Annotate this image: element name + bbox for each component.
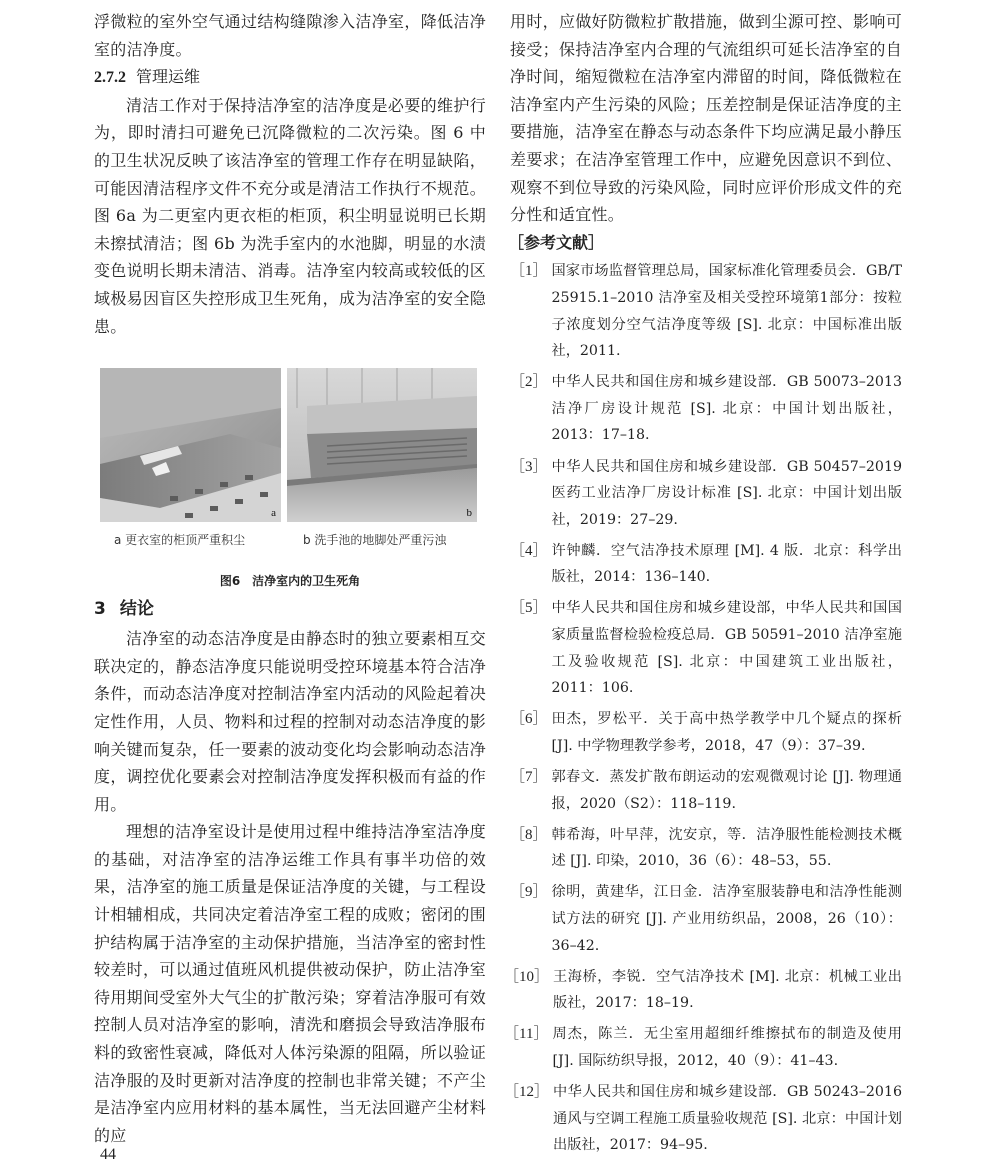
- photo-label-b: b: [466, 507, 472, 520]
- reference-index: ［5］: [510, 600, 548, 617]
- section-number: 3: [94, 599, 106, 620]
- reference-text: 田杰，罗松平．关于高中热学教学中几个疑点的探析 [J]. 中学物理教学参考，2018，47（9）：37–39.: [551, 711, 902, 754]
- reference-item: [504, 1079, 902, 1159]
- section-title: 结论: [119, 599, 154, 620]
- reference-text: 周杰，陈兰．无尘室用超细纤维擦拭布的制造及使用 [J]. 国际纺织导报，2012，40（9）：41–43.: [552, 1026, 902, 1069]
- reference-item: [510, 454, 902, 534]
- reference-index: ［12］: [504, 1084, 550, 1101]
- paragraph-conclusion-1: 洁净室的动态洁净度是由静态时的独立要素相互交联决定的，静态洁净度只能说明受控环境基本符合洁净条件，而动态洁净度对控制洁净室内活动的风险起着决定性作用，人员、物料和过程的控制对动态洁净度的影响关键而复杂，任一要素的波动变化均会影响动态洁净度，调控优化要素会对控制洁净度发挥积极而有益的作用。: [94, 629, 486, 814]
- reference-text: 许钟麟．空气洁净技术原理 [M]. 4 版．北京：科学出版社，2014：136–140.: [551, 542, 902, 586]
- reference-item: [510, 595, 902, 701]
- reference-text: 王海桥，李锐．空气洁净技术 [M]. 北京：机械工业出版社，2017：18–19.: [553, 968, 902, 1012]
- reference-text: 国家市场监督管理总局，国家标准化管理委员会．GB/T 25915.1–2010 洁净室及相关受控环境第1部分：按粒子浓度划分空气洁净度等级 [S]. 北京：中国标准出版社，2011.: [551, 263, 902, 360]
- photo-label-a: a: [271, 507, 276, 520]
- reference-text: 中华人民共和国住房和城乡建设部．GB 50457–2019 医药工业洁净厂房设计标准 [S]. 北京：中国计划出版社，2019：27–29.: [551, 458, 902, 528]
- reference-item: [504, 964, 902, 1017]
- figure-caption: 图6 洁净室内的卫生死角: [219, 574, 361, 589]
- reference-index: ［7］: [510, 769, 548, 786]
- reference-index: ［10］: [504, 968, 550, 985]
- section-heading-2-7-2: [94, 63, 486, 92]
- photo-locker-top: [100, 368, 281, 522]
- reference-text: 中华人民共和国住房和城乡建设部．GB 50243–2016 通风与空调工程施工质量验收规范 [S]. 北京：中国计划出版社，2017：94–95.: [553, 1084, 902, 1154]
- reference-list: [504, 258, 902, 1159]
- reference-item: [510, 879, 902, 959]
- reference-item: [510, 822, 902, 875]
- reference-item: [510, 369, 902, 449]
- locker-dust-image: [100, 368, 281, 522]
- reference-text: 徐明，黄建华，江日金．洁净室服装静电和洁净性能测试方法的研究 [J]. 产业用纺织品，2008，26（10）：36–42.: [551, 884, 902, 954]
- paragraph-management: 清洁工作对于保持洁净室的洁净度是必要的维护行为，即时清扫可避免已沉降微粒的二次污染。图 6 中的卫生状况反映了该洁净室的管理工作存在明显缺陷，可能因清洁程序文件不充分或是清洁工作执行不规范。图 6a 为二更室内更衣柜的柜顶，积尘明显说明已长期未擦拭清洁；图 6b 为洗手室内的水池脚，明显的水渍变色说明长期未清洁、消毒。洁净室内较高或较低的区域极易因盲区失控形成卫生死角，成为洁净室的安全隐患。: [94, 95, 486, 336]
- reference-item: [510, 764, 902, 817]
- reference-index: ［4］: [510, 542, 548, 559]
- reference-index: ［11］: [504, 1026, 549, 1043]
- references-heading: ［参考文献］: [508, 232, 605, 252]
- reference-text: 中华人民共和国住房和城乡建设部．GB 50073–2013 洁净厂房设计规范 [S]. 北京：中国计划出版社，2013：17–18.: [551, 374, 902, 444]
- figure-6: [94, 368, 486, 564]
- section-heading-3: [94, 595, 486, 623]
- reference-item: [510, 258, 902, 364]
- subcaption-a: a 更衣室的柜顶严重积尘: [114, 533, 246, 548]
- paragraph-conclusion-2: 理想的洁净室设计是使用过程中维持洁净室洁净度的基础，对洁净室的洁净运维工作具有事半功倍的效果，洁净室的施工质量是保证洁净度的关键，与工程设计相辅相成，共同决定着洁净室工程的成败；密闭的围护结构属于洁净室的主动保护措施，当洁净室的密封性较差时，可以通过值班风机提供被动保护，防止洁净室待用期间受室外大气尘的扩散污染；穿着洁净服可有效控制人员对洁净室的影响，清洗和磨损会导致洁净服布料的致密性衰减，降低对人体污染源的阻隔，所以验证洁净服的及时更新对洁净度的控制也非常关键；不产尘是洁净室内应用材料的基本属性，当无法回避产尘材料的应: [94, 822, 486, 1145]
- sink-stain-image: [287, 368, 477, 522]
- photo-sink-base: [287, 368, 477, 522]
- reference-index: ［3］: [510, 458, 548, 475]
- reference-text: 韩希海，叶早萍，沈安京，等．洁净服性能检测技术概述 [J]. 印染，2010，36（6）：48–53，55.: [551, 826, 902, 870]
- page-number: 44: [100, 1146, 116, 1163]
- reference-text: 中华人民共和国住房和城乡建设部，中华人民共和国国家质量监督检验检疫总局．GB 50591–2010 洁净室施工及验收规范 [S]. 北京：中国建筑工业出版社，2011：106.: [551, 600, 902, 697]
- section-number: 2.7.2: [94, 69, 126, 87]
- section-title: 管理运维: [136, 67, 201, 87]
- reference-index: ［9］: [510, 884, 548, 901]
- reference-index: ［1］: [510, 263, 548, 280]
- reference-index: ［8］: [510, 826, 548, 843]
- reference-index: ［2］: [510, 374, 548, 391]
- reference-item: [510, 538, 902, 591]
- paragraph-continued: 用时，应做好防微粒扩散措施，做到尘源可控、影响可接受；保持洁净室内合理的气流组织可延长洁净室的自净时间，缩短微粒在洁净室内滞留的时间，降低微粒在洁净室内产生污染的风险；压差控制是保证洁净度的主要措施，洁净室在静态与动态条件下均应满足最小静压差要求；在洁净室管理工作中，应避免因意识不到位、观察不到位导致的污染风险，同时应评价形成文件的充分性和适宜性。: [510, 12, 902, 225]
- reference-index: ［6］: [510, 711, 548, 728]
- reference-text: 郭春文．蒸发扩散布朗运动的宏观微观讨论 [J]. 物理通报，2020（S2）：118–119.: [551, 769, 902, 812]
- subcaption-b: b 洗手池的地脚处严重污浊: [303, 533, 447, 548]
- reference-item: [510, 706, 902, 759]
- right-column: [504, 8, 902, 1163]
- left-column: [94, 8, 486, 1149]
- paragraph-intro: 浮微粒的室外空气通过结构缝隙渗入洁净室，降低洁净室的洁净度。: [94, 12, 486, 59]
- reference-item: [504, 1021, 902, 1074]
